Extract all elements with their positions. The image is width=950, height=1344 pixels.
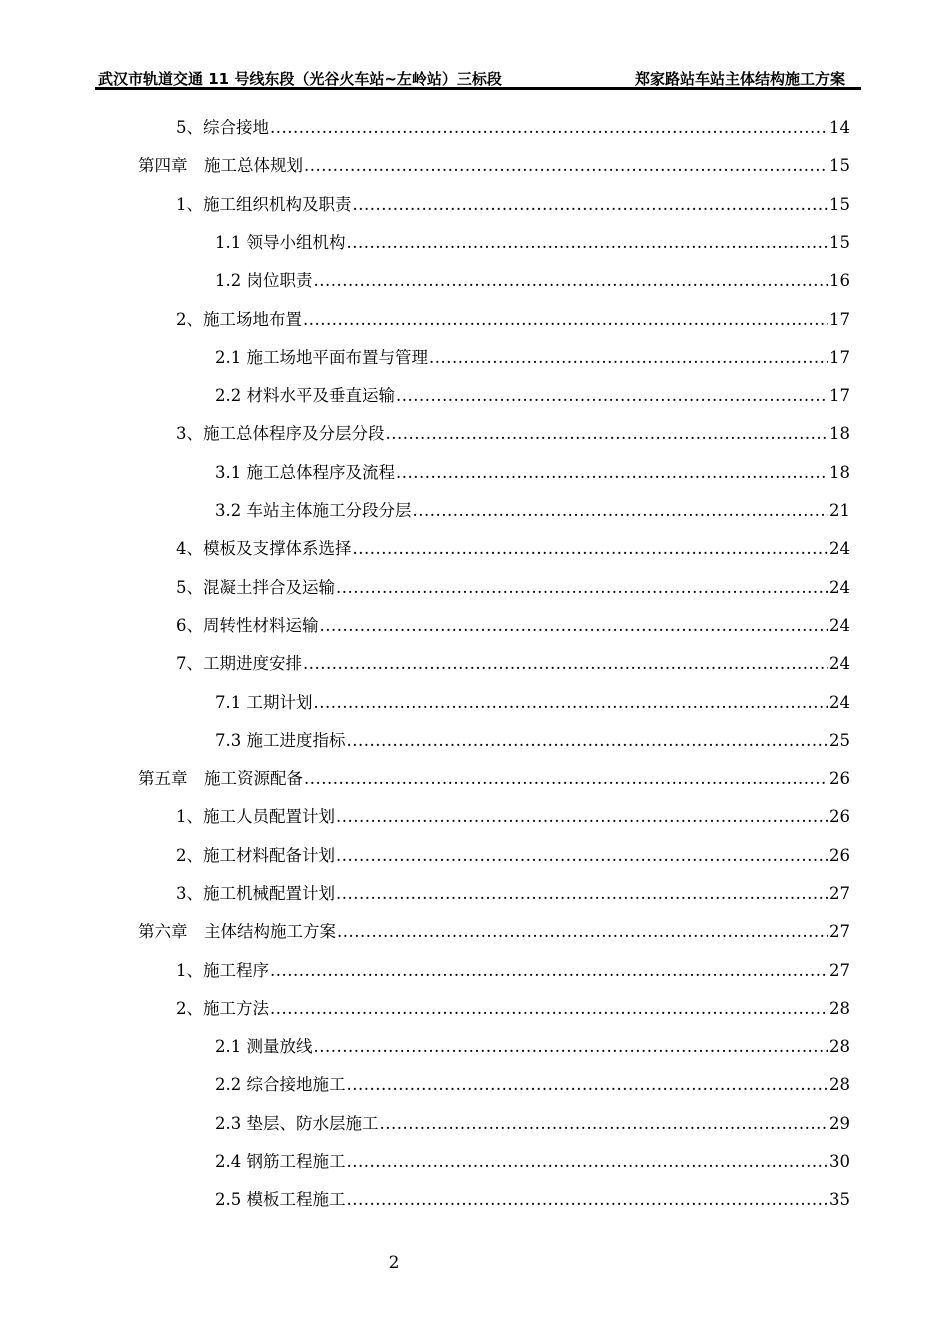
toc-entry[interactable] <box>176 108 850 138</box>
toc-dot-leader <box>380 1114 829 1134</box>
toc-entry-title: 第四章 施工总体规划 <box>138 156 303 175</box>
toc-entry-page: 26 <box>829 807 850 826</box>
toc-entry[interactable] <box>176 874 850 904</box>
toc-entry-page: 28 <box>829 1037 850 1056</box>
toc-dot-leader <box>347 1190 829 1210</box>
toc-entry-page: 17 <box>829 310 850 329</box>
toc-entry[interactable] <box>215 338 850 368</box>
toc-entry-title: 1.2 岗位职责 <box>215 271 313 290</box>
toc-entry-title: 第五章 施工资源配备 <box>138 769 303 788</box>
toc-entry[interactable] <box>215 1065 850 1095</box>
toc-entry-page: 15 <box>829 156 850 175</box>
toc-entry[interactable] <box>176 836 850 866</box>
toc-dot-leader <box>347 1075 829 1095</box>
toc-entry-title: 2.1 测量放线 <box>215 1037 313 1056</box>
toc-entry-page: 24 <box>829 693 850 712</box>
toc-entry-page: 26 <box>829 769 850 788</box>
toc-entry-page: 18 <box>829 424 850 443</box>
toc-entry-title: 2.1 施工场地平面布置与管理 <box>215 348 428 367</box>
toc-entry[interactable] <box>215 376 850 406</box>
header-document-title: 郑家路站车站主体结构施工方案 <box>634 70 845 88</box>
toc-entry-page: 15 <box>829 195 850 214</box>
toc-dot-leader <box>353 195 829 215</box>
toc-entry-page: 27 <box>829 922 850 941</box>
toc-entry-page: 28 <box>829 1075 850 1094</box>
toc-entry-title: 3.1 施工总体程序及流程 <box>215 463 395 482</box>
toc-dot-leader <box>429 348 828 368</box>
toc-entry-page: 28 <box>829 999 850 1018</box>
toc-dot-leader <box>396 386 828 406</box>
toc-entry-title: 5、混凝土拌合及运输 <box>176 578 335 597</box>
toc-dot-leader <box>314 1037 829 1057</box>
toc-entry-page: 15 <box>829 233 850 252</box>
toc-entry-title: 1、施工人员配置计划 <box>176 807 335 826</box>
header-divider <box>95 87 861 90</box>
toc-dot-leader <box>320 616 829 636</box>
toc-entry-page: 18 <box>829 463 850 482</box>
toc-entry[interactable] <box>176 568 850 598</box>
toc-dot-leader <box>304 769 828 789</box>
toc-entry-page: 24 <box>829 539 850 558</box>
toc-entry-page: 29 <box>829 1114 850 1133</box>
toc-entry[interactable] <box>215 261 850 291</box>
toc-entry[interactable] <box>176 529 850 559</box>
toc-entry-title: 2、施工方法 <box>176 999 269 1018</box>
toc-entry-title: 2.4 钢筋工程施工 <box>215 1152 346 1171</box>
toc-entry-page: 16 <box>829 271 850 290</box>
toc-dot-leader <box>413 501 829 521</box>
toc-entry-title: 2、施工场地布置 <box>176 310 302 329</box>
toc-entry[interactable] <box>138 912 850 942</box>
toc-entry[interactable] <box>176 951 850 981</box>
toc-entry-title: 2.2 综合接地施工 <box>215 1075 346 1094</box>
toc-entry[interactable] <box>176 606 850 636</box>
toc-dot-leader <box>336 846 828 866</box>
toc-dot-leader <box>314 271 829 291</box>
toc-entry-page: 25 <box>829 731 850 750</box>
toc-entry[interactable] <box>138 146 850 176</box>
toc-entry-title: 3.2 车站主体施工分段分层 <box>215 501 412 520</box>
toc-entry-title: 2.5 模板工程施工 <box>215 1190 346 1209</box>
toc-entry-page: 17 <box>829 348 850 367</box>
toc-entry-page: 21 <box>829 501 850 520</box>
toc-entry-title: 3、施工机械配置计划 <box>176 884 335 903</box>
toc-entry[interactable] <box>176 300 850 330</box>
toc-entry-title: 7.1 工期计划 <box>215 693 313 712</box>
toc-entry-page: 35 <box>829 1190 850 1209</box>
toc-entry[interactable] <box>215 1180 850 1210</box>
toc-entry-page: 24 <box>829 578 850 597</box>
toc-dot-leader <box>347 1152 829 1172</box>
toc-dot-leader <box>336 884 828 904</box>
toc-entry[interactable] <box>176 414 850 444</box>
toc-entry-title: 1、施工程序 <box>176 961 269 980</box>
toc-entry-title: 1、施工组织机构及职责 <box>176 195 352 214</box>
header-project-title: 武汉市轨道交通 11 号线东段（光谷火车站~左岭站）三标段 <box>98 70 502 88</box>
toc-entry[interactable] <box>176 644 850 674</box>
toc-entry-page: 26 <box>829 846 850 865</box>
toc-entry-title: 2.3 垫层、防水层施工 <box>215 1114 379 1133</box>
toc-dot-leader <box>353 539 829 559</box>
toc-dot-leader <box>304 156 828 176</box>
toc-entry-page: 30 <box>829 1152 850 1171</box>
toc-dot-leader <box>303 654 828 674</box>
toc-entry[interactable] <box>138 759 850 789</box>
toc-dot-leader <box>336 578 828 598</box>
toc-entry[interactable] <box>215 453 850 483</box>
toc-entry-title: 2.2 材料水平及垂直运输 <box>215 386 395 405</box>
toc-dot-leader <box>337 922 828 942</box>
toc-dot-leader <box>396 463 828 483</box>
toc-entry[interactable] <box>176 185 850 215</box>
page-number: 2 <box>388 1253 400 1273</box>
toc-entry-title: 1.1 领导小组机构 <box>215 233 346 252</box>
toc-dot-leader <box>270 118 828 138</box>
toc-entry[interactable] <box>215 683 850 713</box>
toc-dot-leader <box>270 999 828 1019</box>
toc-entry-title: 3、施工总体程序及分层分段 <box>176 424 385 443</box>
toc-entry-title: 7.3 施工进度指标 <box>215 731 346 750</box>
page-header <box>95 66 861 86</box>
toc-dot-leader <box>347 731 829 751</box>
toc-dot-leader <box>347 233 829 253</box>
toc-entry-page: 24 <box>829 616 850 635</box>
toc-entry[interactable] <box>176 797 850 827</box>
toc-entry-title: 6、周转性材料运输 <box>176 616 319 635</box>
toc-entry-page: 27 <box>829 961 850 980</box>
toc-entry-title: 4、模板及支撑体系选择 <box>176 539 352 558</box>
toc-entry-page: 24 <box>829 654 850 673</box>
toc-entry[interactable] <box>215 223 850 253</box>
toc-entry[interactable] <box>215 1027 850 1057</box>
toc-entry-title: 2、施工材料配备计划 <box>176 846 335 865</box>
toc-entry[interactable] <box>215 721 850 751</box>
toc-entry-title: 7、工期进度安排 <box>176 654 302 673</box>
toc-dot-leader <box>314 693 829 713</box>
toc-entry-page: 14 <box>829 118 850 137</box>
toc-entry[interactable] <box>215 1104 850 1134</box>
toc-dot-leader <box>270 961 828 981</box>
toc-dot-leader <box>303 310 828 330</box>
toc-dot-leader <box>386 424 829 444</box>
toc-entry-page: 27 <box>829 884 850 903</box>
toc-entry[interactable] <box>215 1142 850 1172</box>
toc-entry[interactable] <box>215 491 850 521</box>
toc-dot-leader <box>336 807 828 827</box>
toc-entry-title: 第六章 主体结构施工方案 <box>138 922 336 941</box>
toc-entry-title: 5、综合接地 <box>176 118 269 137</box>
toc-entry-page: 17 <box>829 386 850 405</box>
toc-entry[interactable] <box>176 989 850 1019</box>
